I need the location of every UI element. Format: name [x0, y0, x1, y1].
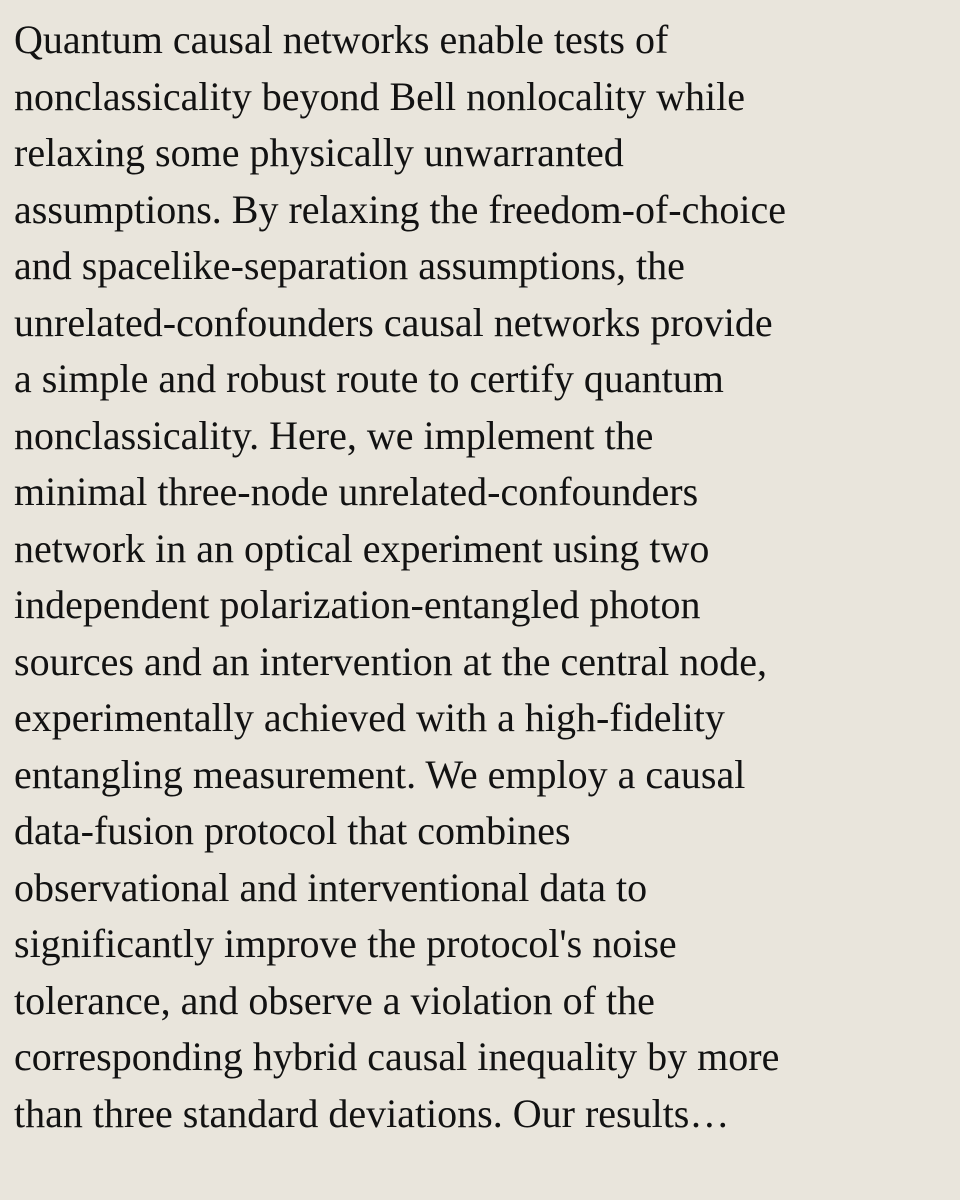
text-line: than three standard deviations. Our results… — [14, 1090, 730, 1136]
text-line: nonclassicality beyond Bell nonlocality while — [14, 73, 745, 119]
text-line: experimentally achieved with a high-fidelity — [14, 695, 725, 740]
text-line: nonclassicality. Here, we implement the — [14, 412, 654, 458]
text-line: sources and an intervention at the central node, — [14, 638, 768, 684]
text-line: independent polarization-entangled photon — [14, 582, 701, 627]
text-line: observational and interventional data to — [14, 864, 648, 910]
text-line: network in an optical experiment using two — [14, 525, 710, 571]
text-line: corresponding hybrid causal inequality by more — [14, 1034, 780, 1079]
text-line: a simple and robust route to certify quantum — [14, 356, 724, 401]
text-line: data-fusion protocol that combines — [14, 808, 571, 853]
text-line: minimal three-node unrelated-confounders — [14, 469, 699, 514]
text-line: and spacelike-separation assumptions, the — [14, 243, 685, 288]
text-line: unrelated-confounders causal networks provide — [14, 299, 773, 345]
abstract-text — [14, 12, 950, 1142]
text-line: tolerance, and observe a violation of the — [14, 977, 655, 1023]
text-line: significantly improve the protocol's noise — [14, 921, 677, 966]
text-line: Quantum causal networks enable tests of — [14, 17, 669, 62]
text-line: relaxing some physically unwarranted — [14, 130, 624, 175]
text-line: assumptions. By relaxing the freedom-of-choice — [14, 186, 786, 232]
text-line: entangling measurement. We employ a causal — [14, 751, 746, 797]
